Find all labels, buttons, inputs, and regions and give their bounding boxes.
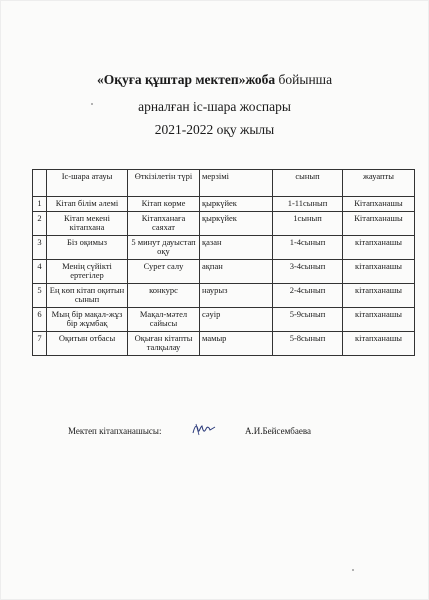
event-responsible: Кітапханашы xyxy=(343,197,415,212)
project-name: «Оқуға құштар мектеп»жоба xyxy=(96,72,276,87)
event-timing: қазан xyxy=(200,235,273,259)
event-timing: қыркүйек xyxy=(200,211,273,235)
row-number: 5 xyxy=(33,283,47,307)
table-row xyxy=(33,211,415,235)
event-class: 1сынып xyxy=(273,211,343,235)
table-row xyxy=(33,259,415,283)
event-class: 1-4сынып xyxy=(273,235,343,259)
table-row xyxy=(33,283,415,307)
event-timing: сәуір xyxy=(200,307,273,331)
document-subtitle: арналған іс-шара жоспары xyxy=(138,99,291,114)
event-class: 5-8сынып xyxy=(273,331,343,355)
event-responsible: Кітапханашы xyxy=(343,211,415,235)
row-number: 2 xyxy=(33,211,47,235)
event-name: Кітап білім әлемі xyxy=(47,197,128,212)
row-number: 6 xyxy=(33,307,47,331)
row-number: 4 xyxy=(33,259,47,283)
row-number: 7 xyxy=(33,331,47,355)
event-form: Сурет салу xyxy=(128,259,200,283)
table-row xyxy=(33,197,415,212)
event-plan-table xyxy=(32,169,415,356)
signature-image xyxy=(191,421,217,437)
event-name: Ең көп кітап оқитын сынып xyxy=(47,283,128,307)
event-name: Мың бір мақал-жұз бір жұмбақ xyxy=(47,307,128,331)
event-class: 5-9сынып xyxy=(273,307,343,331)
row-number: 3 xyxy=(33,235,47,259)
header-event-form: Өткізілетін түрі xyxy=(128,170,200,197)
title-suffix: бойынша xyxy=(275,72,333,87)
scan-speck xyxy=(352,569,354,571)
header-class: сынып xyxy=(273,170,343,197)
table-row xyxy=(33,235,415,259)
document-title xyxy=(0,72,429,88)
academic-year: 2021-2022 оқу жылы xyxy=(154,122,275,137)
event-class: 3-4сынып xyxy=(273,259,343,283)
event-timing: қыркүйек xyxy=(200,197,273,212)
event-form: Кітап көрме xyxy=(128,197,200,212)
event-form: Кітапханаға саяхат xyxy=(128,211,200,235)
header-number xyxy=(33,170,47,197)
header-event-name: Іс-шара атауы xyxy=(47,170,128,197)
event-responsible: кітапханашы xyxy=(343,283,415,307)
event-form: Оқыған кітапты талқылау xyxy=(128,331,200,355)
event-form: конкурс xyxy=(128,283,200,307)
event-class: 1-11сынып xyxy=(273,197,343,212)
scan-speck xyxy=(91,103,93,105)
event-responsible: кітапханашы xyxy=(343,235,415,259)
event-timing: наурыз xyxy=(200,283,273,307)
event-name: Менің сүйікті ертегілер xyxy=(47,259,128,283)
table-row xyxy=(33,331,415,355)
librarian-label: Мектеп кітапханашысы: xyxy=(68,426,162,436)
event-timing: мамыр xyxy=(200,331,273,355)
event-responsible: кітапханашы xyxy=(343,259,415,283)
header-responsible: жауапты xyxy=(343,170,415,197)
event-class: 2-4сынып xyxy=(273,283,343,307)
event-form: Мақал-мәтел сайысы xyxy=(128,307,200,331)
event-name: Кітап мекені кітапхана xyxy=(47,211,128,235)
event-name: Біз оқимыз xyxy=(47,235,128,259)
librarian-name: А.И.Бейсембаева xyxy=(245,426,311,436)
table-row xyxy=(33,307,415,331)
table-header-row xyxy=(33,170,415,197)
event-form: 5 минут дауыстап оқу xyxy=(128,235,200,259)
event-responsible: кітапханашы xyxy=(343,331,415,355)
event-responsible: кітапханашы xyxy=(343,307,415,331)
event-name: Оқитын отбасы xyxy=(47,331,128,355)
header-timing: мерзімі xyxy=(200,170,273,197)
row-number: 1 xyxy=(33,197,47,212)
event-timing: ақпан xyxy=(200,259,273,283)
